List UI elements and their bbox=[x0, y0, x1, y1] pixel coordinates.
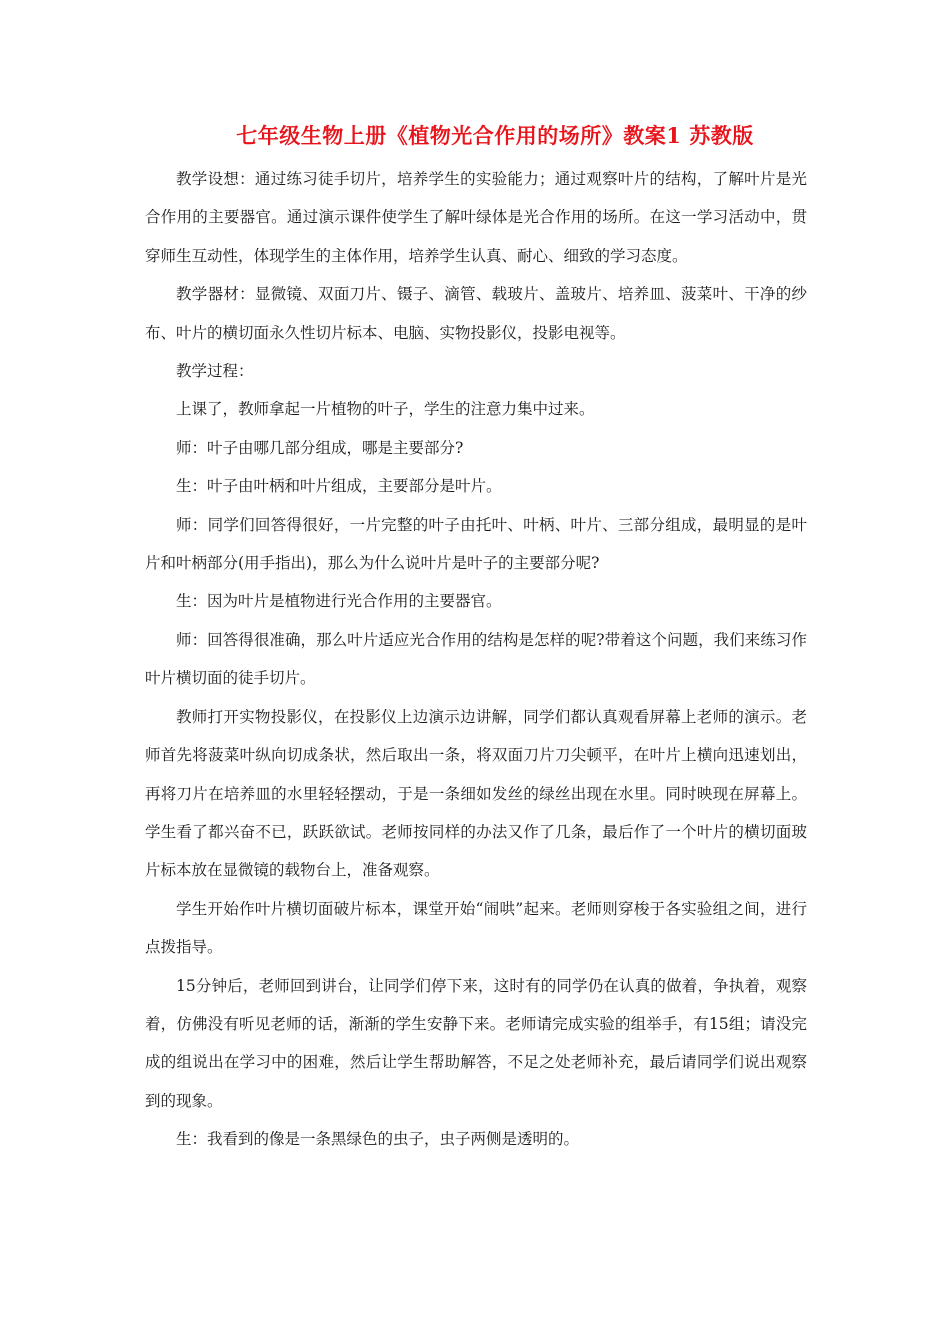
dialogue-student: 生：我看到的像是一条黑绿色的虫子，虫子两侧是透明的。 bbox=[176, 1130, 580, 1149]
paragraph-teaching-equipment: 教学器材：显微镜、双面刀片、镊子、滴管、载玻片、盖玻片、培养皿、菠菜叶、干净的纱布、叶片的横切面永久性切片标本、电脑、实物投影仪，投影电视等。 bbox=[145, 285, 807, 342]
paragraph: 教师打开实物投影仪，在投影仪上边演示边讲解，同学们都认真观看屏幕上老师的演示。老师首先将菠菜叶纵向切成条状，然后取出一条，将双面刀片刀尖顿平，在叶片上横向迅速划出，再将刀片在培养皿的水里轻轻摆动，于是一条细如发丝的绿丝出现在水里。同时映现在屏幕上。学生看了都兴奋不已，跃跃欲试。老师按同样的办法又作了几条，最后作了一个叶片的横切面玻片标本放在显微镜的载物台上，准备观察。 bbox=[145, 707, 807, 880]
dialogue-student: 生：因为叶片是植物进行光合作用的主要器官。 bbox=[176, 592, 502, 611]
paragraph: 上课了，教师拿起一片植物的叶子，学生的注意力集中过来。 bbox=[176, 400, 595, 419]
paragraph-teaching-process-heading: 教学过程： bbox=[176, 362, 254, 381]
dialogue-student: 生：叶子由叶柄和叶片组成，主要部分是叶片。 bbox=[176, 477, 502, 496]
dialogue-teacher: 师：叶子由哪几部分组成，哪是主要部分? bbox=[176, 438, 464, 457]
dialogue-teacher: 师：回答得很准确，那么叶片适应光合作用的结构是怎样的呢?带着这个问题，我们来练习作叶片横切面的徒手切片。 bbox=[145, 630, 807, 688]
dialogue-teacher: 师：同学们回答得很好，一片完整的叶子由托叶、叶柄、叶片、三部分组成，最明显的是叶片和叶柄部分(用手指出)，那么为什么说叶片是叶子的主要部分呢? bbox=[145, 515, 807, 573]
document-body bbox=[145, 160, 807, 1159]
paragraph: 15分钟后，老师回到讲台，让同学们停下来，这时有的同学仍在认真的做着，争执着，观察着，仿佛没有听见老师的话，渐渐的学生安静下来。老师请完成实验的组举手，有15组；请没完成的组说出在学习中的困难，然后让学生帮助解答，不足之处老师补充，最后请同学们说出观察到的现象。 bbox=[145, 976, 807, 1110]
paragraph-teaching-idea: 教学设想：通过练习徒手切片，培养学生的实验能力；通过观察叶片的结构，了解叶片是光合作用的主要器官。通过演示课件使学生了解叶绿体是光合作用的场所。在这一学习活动中，贯穿师生互动性，体现学生的主体作用，培养学生认真、耐心、细致的学习态度。 bbox=[145, 170, 807, 265]
paragraph: 学生开始作叶片横切面破片标本，课堂开始“闹哄”起来。老师则穿梭于各实验组之间，进行点拨指导。 bbox=[145, 899, 807, 957]
document-title: 七年级生物上册《植物光合作用的场所》教案1 苏教版 bbox=[236, 123, 754, 148]
